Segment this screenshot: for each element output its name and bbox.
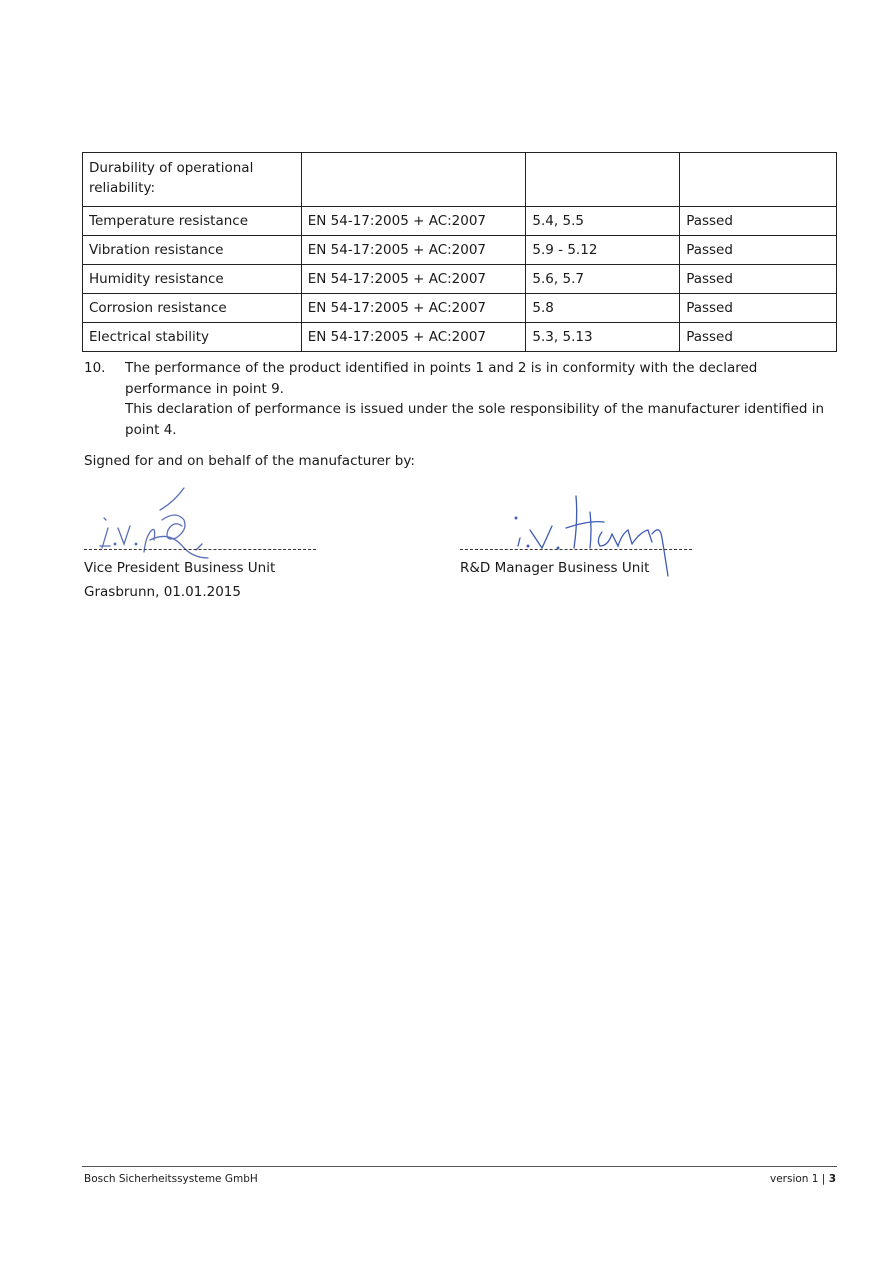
table-cell: EN 54-17:2005 + AC:2007	[301, 323, 526, 352]
table-cell: Vibration resistance	[83, 236, 302, 265]
signature-left-image	[84, 480, 224, 565]
table-row	[83, 207, 837, 236]
responsibility-text: This declaration of performance is issued under the sole responsibility of the manufacturer identified in point 4.	[125, 401, 825, 438]
performance-table	[82, 152, 837, 352]
table-cell: EN 54-17:2005 + AC:2007	[301, 265, 526, 294]
footer-company: Bosch Sicherheitssysteme GmbH	[84, 1173, 258, 1185]
table-cell	[680, 153, 837, 207]
table-cell: 5.8	[526, 294, 680, 323]
table-row	[83, 153, 837, 207]
version-label: version 1	[769, 1173, 819, 1185]
signatory-left-title: Vice President Business Unit	[84, 560, 276, 576]
signature-line-left	[84, 549, 316, 550]
table-cell: Durability of operational reliability:	[83, 153, 302, 207]
table-cell: Electrical stability	[83, 323, 302, 352]
table-row	[83, 236, 837, 265]
signature-line-right	[460, 549, 692, 550]
table-cell: Passed	[680, 294, 837, 323]
table-cell: EN 54-17:2005 + AC:2007	[301, 294, 526, 323]
table-cell: Passed	[680, 265, 837, 294]
place-date: Grasbrunn, 01.01.2015	[84, 584, 241, 600]
table-cell: Humidity resistance	[83, 265, 302, 294]
table-cell: 5.3, 5.13	[526, 323, 680, 352]
table-cell: EN 54-17:2005 + AC:2007	[301, 207, 526, 236]
signed-on-behalf-text: Signed for and on behalf of the manufacturer by:	[84, 453, 415, 469]
table-cell: Passed	[680, 236, 837, 265]
table-row	[83, 294, 837, 323]
table-row	[83, 265, 837, 294]
signatory-right-title: R&D Manager Business Unit	[460, 560, 650, 576]
table-cell: 5.6, 5.7	[526, 265, 680, 294]
table-cell: 5.4, 5.5	[526, 207, 680, 236]
table-cell: Passed	[680, 207, 837, 236]
conformity-statement	[84, 358, 834, 440]
table-cell	[301, 153, 526, 207]
table-row	[83, 323, 837, 352]
conformity-text: The performance of the product identified in points 1 and 2 is in conformity with the declared performance in point 9.	[125, 360, 758, 397]
table-cell: Corrosion resistance	[83, 294, 302, 323]
table-cell: Passed	[680, 323, 837, 352]
table-cell: EN 54-17:2005 + AC:2007	[301, 236, 526, 265]
page-number: 3	[828, 1173, 836, 1185]
section-number: 10.	[84, 360, 106, 376]
table-cell: 5.9 - 5.12	[526, 236, 680, 265]
footer-divider	[82, 1166, 837, 1167]
footer-version: version 1 | 3	[769, 1173, 836, 1185]
table-cell	[526, 153, 680, 207]
table-cell: Temperature resistance	[83, 207, 302, 236]
